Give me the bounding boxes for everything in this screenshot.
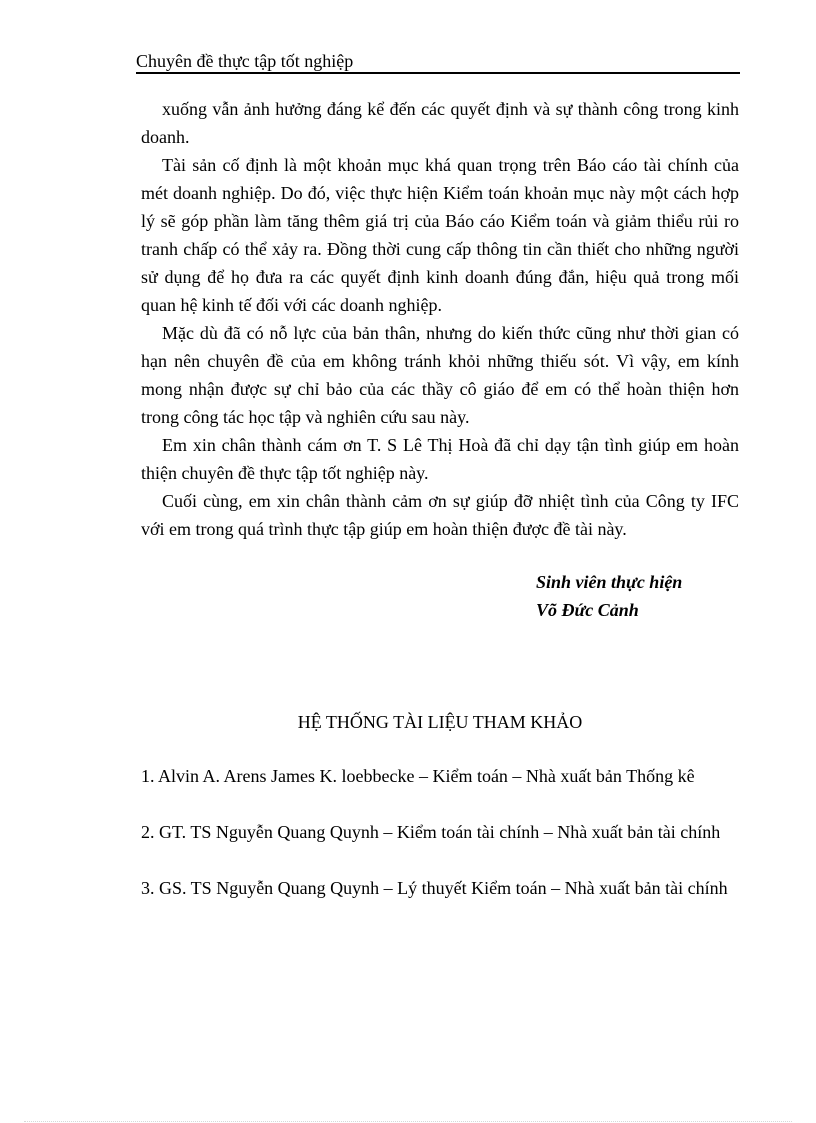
paragraph-limitations: Mặc dù đã có nỗ lực của bản thân, nhưng do kiến thức cũng như thời gian có hạn nên chuyên đề của em không tránh khỏi những thiếu sót. Vì vậy, em kính mong nhận được sự chỉ bảo của các thầy cô giáo để em có thể hoàn thiện hơn trong công tác học tập và nghiên cứu sau này. <box>141 323 739 427</box>
reference-item: 1. Alvin A. Arens James K. loebbecke – Kiểm toán – Nhà xuất bản Thống kê <box>141 766 695 786</box>
header-title: Chuyên đề thực tập tốt nghiệp <box>136 51 354 71</box>
body-text <box>141 95 739 543</box>
signature-block <box>536 568 682 624</box>
references-list <box>141 762 739 930</box>
signature-role: Sinh viên thực hiện <box>536 572 683 592</box>
page-bottom-divider <box>24 1121 792 1122</box>
paragraph-thanks-company: Cuối cùng, em xin chân thành cảm ơn sự giúp đỡ nhiệt tình của Công ty IFC với em trong quá trình thực tập giúp em hoàn thiện được đề tài này. <box>141 491 739 539</box>
reference-item: 3. GS. TS Nguyễn Quang Quynh – Lý thuyết Kiểm toán – Nhà xuất bản tài chính <box>141 878 728 898</box>
page-header <box>136 48 740 74</box>
paragraph-thanks-advisor: Em xin chân thành cám ơn T. S Lê Thị Hoà đã chỉ dạy tận tình giúp em hoàn thiện chuyên đề thực tập tốt nghiệp này. <box>141 435 739 483</box>
paragraph-continuation: xuống vẫn ảnh hưởng đáng kể đến các quyết định và sự thành công trong kinh doanh. <box>141 99 739 147</box>
signature-name: Võ Đức Cảnh <box>536 600 639 620</box>
reference-item: 2. GT. TS Nguyễn Quang Quynh – Kiểm toán tài chính – Nhà xuất bản tài chính <box>141 822 721 842</box>
references-heading: HỆ THỐNG TÀI LIỆU THAM KHẢO <box>297 712 583 732</box>
paragraph-fixed-assets: Tài sản cố định là một khoản mục khá quan trọng trên Báo cáo tài chính của mét doanh nghiệp. Do đó, việc thực hiện Kiểm toán khoản mục này một cách hợp lý sẽ góp phần làm tăng thêm giá trị của Báo cáo Kiểm toán và giảm thiểu rủi ro tranh chấp có thể xảy ra. Đồng thời cung cấp thông tin cần thiết cho những người sử dụng để họ đưa ra các quyết định kinh doanh đúng đắn, hiệu quả trong mối quan hệ kinh tế đối với các doanh nghiệp. <box>141 155 739 315</box>
